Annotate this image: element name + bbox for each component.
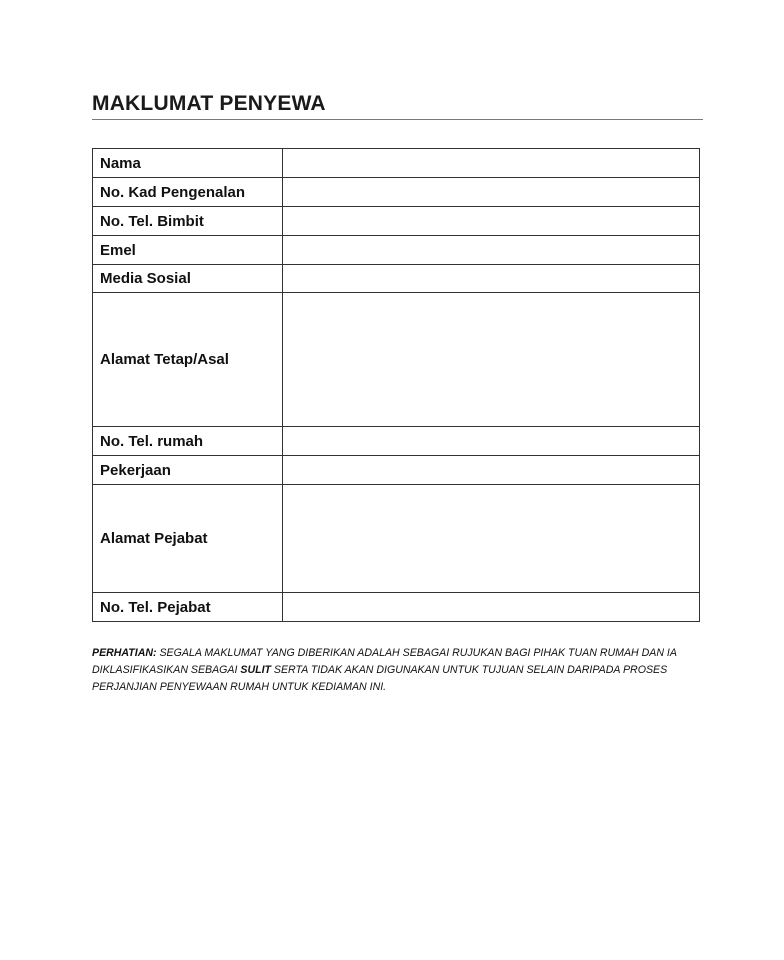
- row-label-alamat-pejabat: Alamat Pejabat: [93, 485, 283, 593]
- row-label-tel-pejabat: No. Tel. Pejabat: [93, 593, 283, 622]
- row-label-kad-pengenalan: No. Kad Pengenalan: [93, 178, 283, 207]
- table-row: [93, 593, 700, 622]
- table-row: [93, 485, 700, 593]
- field-alamat-pejabat[interactable]: [283, 485, 700, 593]
- field-pekerjaan[interactable]: [283, 456, 700, 485]
- notice-lead: PERHATIAN:: [92, 647, 157, 659]
- notice-emphasis: SULIT: [240, 664, 271, 676]
- notice-text-part1: SEGALA MAKLUMAT YANG DIBERIKAN ADALAH SEBAGAI RUJUKAN BAGI PIHAK TUAN RUMAH DAN IA DIKLASIFIKASIKAN SEBAGAI: [92, 647, 677, 676]
- table-row: [93, 149, 700, 178]
- row-label-alamat-tetap: Alamat Tetap/Asal: [93, 293, 283, 427]
- field-nama[interactable]: [283, 149, 700, 178]
- notice-text-part2: SERTA TIDAK AKAN DIGUNAKAN UNTUK TUJUAN SELAIN DARIPADA PROSES PERJANJIAN PENYEWAAN RUMAH UNTUK KEDIAMAN INI.: [92, 664, 668, 693]
- field-tel-bimbit[interactable]: [283, 207, 700, 236]
- field-kad-pengenalan[interactable]: [283, 178, 700, 207]
- table-row: [93, 207, 700, 236]
- table-row: [93, 456, 700, 485]
- notice-paragraph: [92, 645, 707, 696]
- tenant-info-table: [92, 148, 700, 622]
- title-divider: [92, 119, 703, 120]
- field-emel[interactable]: [283, 236, 700, 265]
- page-title: MAKLUMAT PENYEWA: [92, 92, 326, 115]
- row-label-tel-rumah: No. Tel. rumah: [93, 427, 283, 456]
- table-row: [93, 265, 700, 293]
- table-row: [93, 178, 700, 207]
- row-label-emel: Emel: [93, 236, 283, 265]
- row-label-tel-bimbit: No. Tel. Bimbit: [93, 207, 283, 236]
- field-alamat-tetap[interactable]: [283, 293, 700, 427]
- field-tel-pejabat[interactable]: [283, 593, 700, 622]
- table-row: [93, 293, 700, 427]
- table-row: [93, 236, 700, 265]
- field-media-sosial[interactable]: [283, 265, 700, 293]
- row-label-nama: Nama: [93, 149, 283, 178]
- row-label-media-sosial: Media Sosial: [93, 265, 283, 293]
- table-row: [93, 427, 700, 456]
- field-tel-rumah[interactable]: [283, 427, 700, 456]
- row-label-pekerjaan: Pekerjaan: [93, 456, 283, 485]
